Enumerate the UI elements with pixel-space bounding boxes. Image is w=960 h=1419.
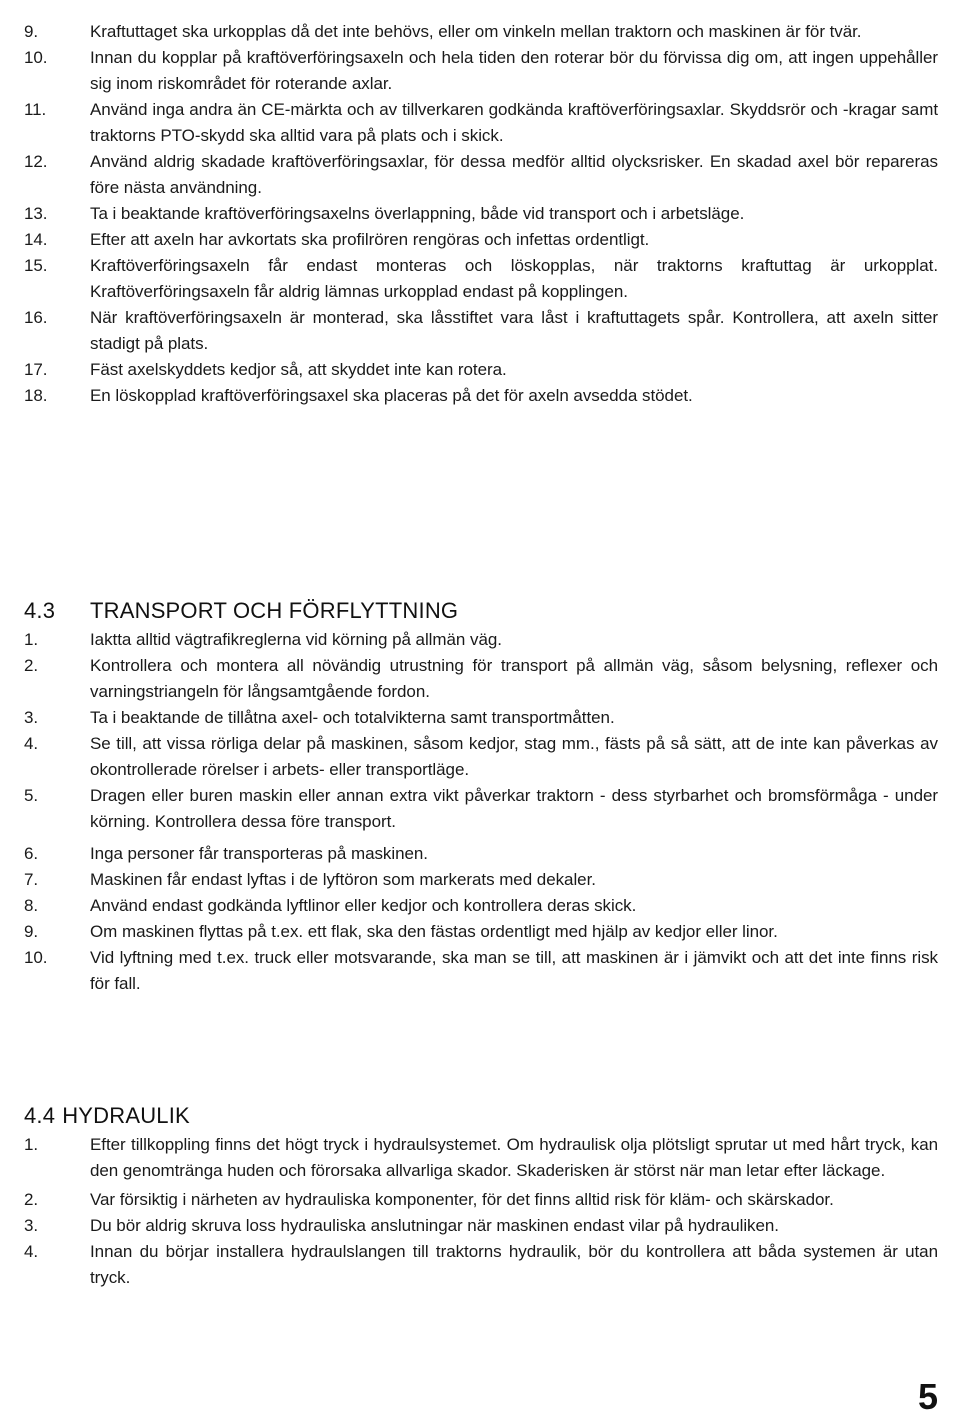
item-text: Var försiktig i närheten av hydrauliska komponenter, för det finns alltid risk för kläm- och skärskador. [90,1190,834,1209]
item-text: Efter tillkoppling finns det högt tryck i hydraulsystemet. Om hydraulisk olja plötsligt sprutar ut med hårt tryck, kan den genomtränga huden och förorsaka allvarliga skador. Skaderisken är störst när man letar efter läckage. [90,1135,938,1180]
item-number: 3. [24,708,39,727]
item-text: Kontrollera och montera all növändig utrustning för transport på allmän väg, såsom belysning, reflexer och varningstriangeln för långsamtgående fordon. [90,656,938,701]
list-item [0,653,960,705]
item-text: Efter att axeln har avkortats ska profilrören rengöras och infettas ordentligt. [90,230,650,249]
list-item [0,149,960,201]
list-item [0,1132,960,1184]
item-text: När kraftöverföringsaxeln är monterad, ska låsstiftet vara låst i kraftuttagets spår. Kontrollera, att axeln sitter stadigt på plats. [90,308,938,353]
item-number: 16. [24,308,48,327]
list-item [0,227,960,253]
item-text: Använd endast godkända lyftlinor eller kedjor och kontrollera deras skick. [90,896,637,915]
list-item [0,1239,960,1291]
item-text: Kraftuttaget ska urkopplas då det inte behövs, eller om vinkeln mellan traktorn och maskinen är för tvär. [90,22,862,41]
item-number: 17. [24,360,48,379]
list-item [0,383,960,409]
item-text: Innan du börjar installera hydraulslangen till traktorns hydraulik, bör du kontrollera att båda systemen är utan tryck. [90,1242,938,1287]
list-item [0,19,960,45]
transport-list [0,627,960,997]
item-number: 4. [24,1242,39,1261]
item-number: 5. [24,786,39,805]
item-text: Ta i beaktande kraftöverföringsaxelns överlappning, både vid transport och i arbetsläge. [90,204,745,223]
list-item [0,867,960,893]
item-number: 14. [24,230,48,249]
item-text: Använd aldrig skadade kraftöverföringsaxlar, för dessa medför alltid olycksrisker. En skadad axel bör repareras före nästa användning. [90,152,938,197]
item-text: Vid lyftning med t.ex. truck eller motsvarande, ska man se till, att maskinen är i jämvikt och att det inte finns risk för fall. [90,948,938,993]
list-item [0,731,960,783]
item-text: Se till, att vissa rörliga delar på maskinen, såsom kedjor, stag mm., fästs på så sätt, att de inte kan påverkas av okontrollerade rörelser i arbets- eller transportläge. [90,734,938,779]
item-number: 2. [24,656,39,675]
section-heading-hydraulik [24,1102,190,1130]
section-heading-transport [24,597,458,625]
item-number: 12. [24,152,48,171]
item-text: Maskinen får endast lyftas i de lyftöron som markerats med dekaler. [90,870,596,889]
item-number: 6. [24,844,39,863]
hydraulik-list [0,1132,960,1291]
item-number: 18. [24,386,48,405]
section-number: 4.3 [24,598,56,623]
item-number: 13. [24,204,48,223]
item-text: Du bör aldrig skruva loss hydrauliska anslutningar när maskinen endast vilar på hydrauliken. [90,1216,779,1235]
list-item [0,201,960,227]
list-item [0,919,960,945]
list-item [0,705,960,731]
continued-safety-list [0,19,960,409]
list-item [0,357,960,383]
list-item [0,45,960,97]
item-number: 15. [24,256,48,275]
item-number: 11. [24,100,47,119]
list-item [0,253,960,305]
list-item [0,893,960,919]
item-text: En löskopplad kraftöverföringsaxel ska placeras på det för axeln avsedda stödet. [90,386,693,405]
section-title: TRANSPORT OCH FÖRFLYTTNING [90,598,459,623]
item-number: 8. [24,896,39,915]
page-number: 5 [917,1376,938,1417]
item-text: Iaktta alltid vägtrafikreglerna vid körning på allmän väg. [90,630,502,649]
list-item [0,97,960,149]
item-text: Inga personer får transporteras på maskinen. [90,844,428,863]
item-text: Om maskinen flyttas på t.ex. ett flak, ska den fästas ordentligt med hjälp av kedjor eller linor. [90,922,778,941]
list-item [0,627,960,653]
item-number: 2. [24,1190,39,1209]
item-text: Fäst axelskyddets kedjor så, att skyddet inte kan rotera. [90,360,507,379]
list-item [0,783,960,835]
section-title: HYDRAULIK [62,1103,190,1128]
item-text: Dragen eller buren maskin eller annan extra vikt påverkar traktorn - dess styrbarhet och bromsförmåga - under körning. Kontrollera dessa före transport. [90,786,938,831]
item-text: Använd inga andra än CE-märkta och av tillverkaren godkända kraftöverföringsaxlar. Skyddsrör och -kragar samt traktorns PTO-skydd ska alltid vara på plats och i skick. [90,100,938,145]
item-text: Innan du kopplar på kraftöverföringsaxeln och hela tiden den roterar bör du förvissa dig om, att ingen uppehåller sig inom riskområdet för roterande axlar. [90,48,938,93]
item-number: 1. [24,630,39,649]
item-number: 4. [24,734,39,753]
item-number: 9. [24,922,39,941]
list-item [0,945,960,997]
item-number: 10. [24,48,48,67]
list-item [0,1213,960,1239]
list-item [0,1187,960,1213]
item-text: Ta i beaktande de tillåtna axel- och totalvikterna samt transportmåtten. [90,708,615,727]
list-item [0,305,960,357]
item-number: 7. [24,870,39,889]
section-number: 4.4 [24,1103,56,1128]
item-number: 1. [24,1135,39,1154]
list-item [0,841,960,867]
item-number: 9. [24,22,39,41]
item-text: Kraftöverföringsaxeln får endast monteras och löskopplas, när traktorns kraftuttag är urkopplat. Kraftöverföringsaxeln får aldrig lämnas urkopplad endast på kopplingen. [90,256,938,301]
item-number: 10. [24,948,48,967]
item-number: 3. [24,1216,39,1235]
